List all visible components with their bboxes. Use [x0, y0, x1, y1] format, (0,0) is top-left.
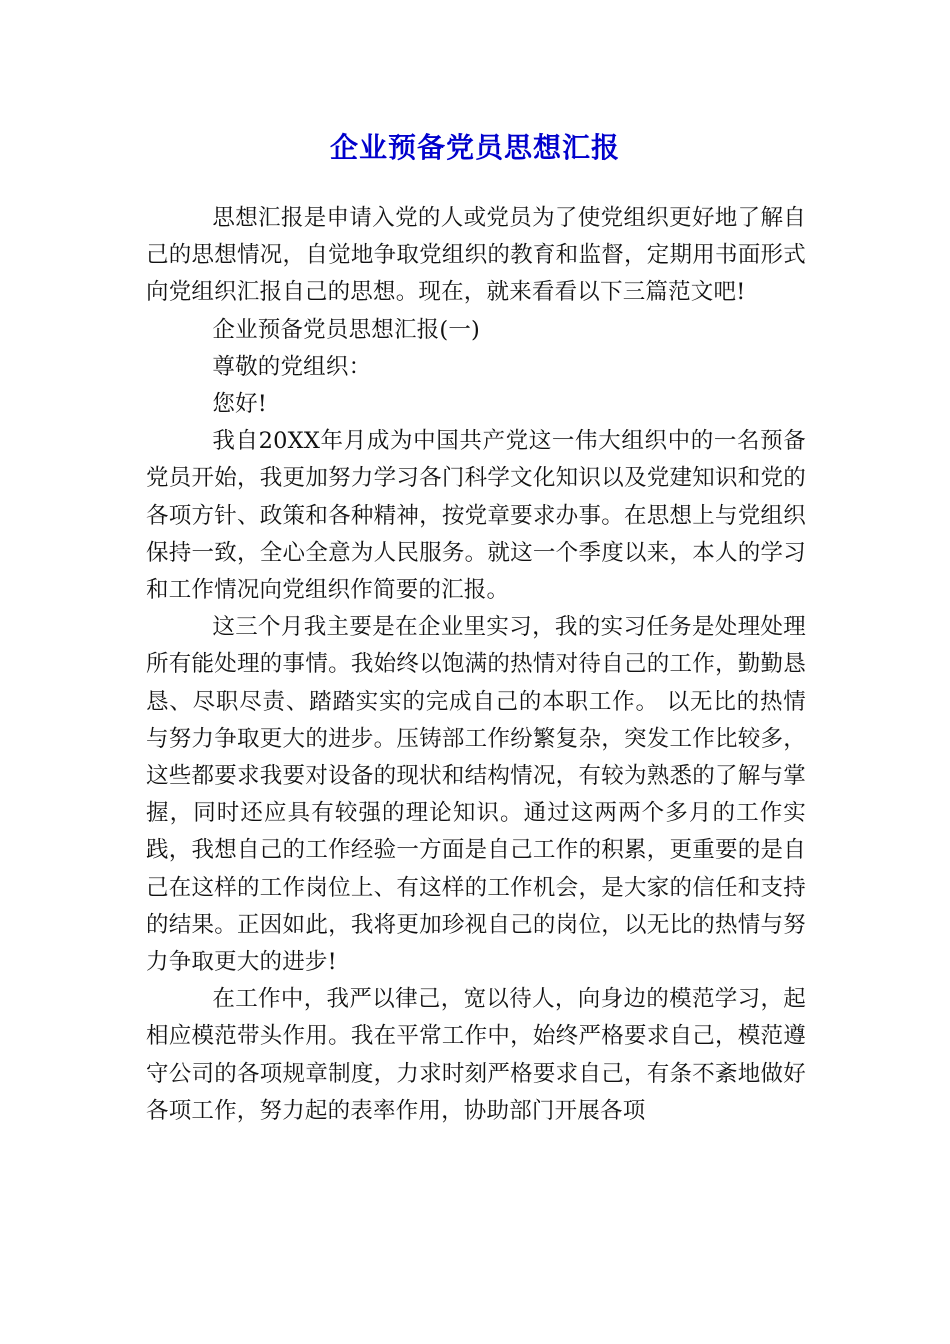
document-body [146, 200, 806, 1130]
paragraph-salutation: 尊敬的党组织： [212, 353, 372, 380]
paragraph-intro: 思想汇报是申请入党的人或党员为了使党组织更好地了解自己的思想情况，自觉地争取党组织的教育和监督，定期用书面形式向党组织汇报自己的思想。现在，就来看看以下三篇范文吧! [146, 205, 806, 306]
paragraph-body-3: 在工作中，我严以律己，宽以待人，向身边的模范学习，起相应模范带头作用。我在平常工作中，始终严格要求自己，模范遵守公司的各项规章制度，力求时刻严格要求自己，有条不紊地做好各项工作，努力起的表率作用，协助部门开展各项 [146, 986, 806, 1124]
paragraph-subtitle: 企业预备党员思想汇报(一) [212, 316, 481, 343]
document-title: 企业预备党员思想汇报 [329, 131, 620, 164]
paragraph-body-2: 这三个月我主要是在企业里实习，我的实习任务是处理处理所有能处理的事情。我始终以饱满的热情对待自己的工作，勤勤恳恳、尽职尽责、踏踏实实的完成自己的本职工作。 以无比的热情与努力争取更大的进步。压铸部工作纷繁复杂，突发工作比较多，这些都要求我要对设备的现状和结构情况，有较为熟悉的了解与掌握，同时还应具有较强的理论知识。通过这两两个多月的工作实践，我想自己的工作经验一方面是自己工作的积累，更重要的是自己在这样的工作岗位上、有这样的工作机会，是大家的信任和支持的结果。正因如此，我将更加珍视自己的岗位，以无比的热情与努力争取更大的进步! [146, 614, 806, 976]
paragraph-body-1: 我自20XX年月成为中国共产党这一伟大组织中的一名预备党员开始，我更加努力学习各门科学文化知识以及党建知识和党的各项方针、政策和各种精神，按党章要求办事。在思想上与党组织保持一致，全心全意为人民服务。就这一个季度以来，本人的学习和工作情况向党组织作简要的汇报。 [146, 428, 806, 604]
paragraph-greeting: 您好! [212, 391, 268, 418]
